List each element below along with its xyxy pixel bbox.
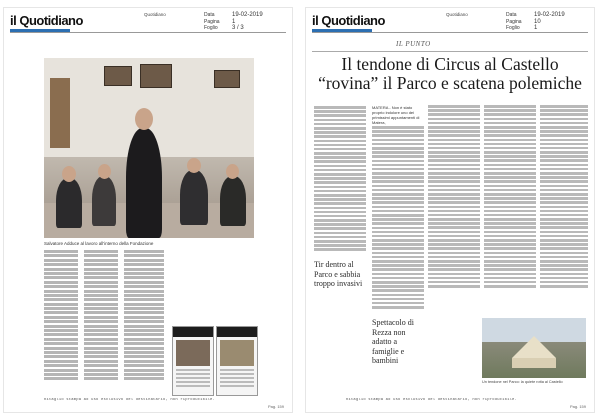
footer-note: Ritaglio stampa ad uso esclusivo del destinatario, non riproducibile. <box>44 398 216 402</box>
photo-caption: Salvatore Adduce al lavoro all'interno della Fondazione <box>44 241 154 246</box>
meta-sheet: Foglio 1 <box>506 25 538 31</box>
header-rule <box>312 32 588 33</box>
front-page-thumbnails <box>172 326 257 394</box>
photo-caption: Un tendone nel Parco: la quiete rotta al Castello <box>482 380 563 384</box>
page-number: Pag. 159 <box>267 404 284 409</box>
header-rule <box>10 32 286 33</box>
logo-text: il Quotidiano <box>312 13 385 28</box>
thumbnail-page <box>172 326 214 396</box>
thumbnail-page <box>216 326 258 396</box>
article-text-column-5 <box>540 105 588 313</box>
headline-line-1: Il tendone di Circus al Castello <box>341 54 559 74</box>
article-text-column-3 <box>124 250 164 390</box>
pull-quote-1: Tir dentro al Parco e sabbia troppo invasivi <box>314 260 363 288</box>
page-number: Pag. 159 <box>569 404 586 409</box>
article-text-column-2 <box>84 250 118 390</box>
article-headline <box>314 55 586 93</box>
page-meta <box>506 12 565 32</box>
article-text-column-1 <box>44 250 78 390</box>
newspaper-logo <box>10 13 83 32</box>
article-text-column-1 <box>314 106 366 256</box>
meta-page: Pagina 10 <box>506 18 541 25</box>
article-lead: MATERA - Non è stato proprio indolore uno dei primissimi appuntamenti di Matera, <box>372 105 420 125</box>
logo-text: il Quotidiano <box>10 13 83 28</box>
newspaper-page-left <box>4 8 292 412</box>
barcode-strip <box>588 342 592 372</box>
kicker-rule <box>312 51 588 52</box>
header-label: Quotidiano <box>446 12 468 17</box>
article-text-column-4 <box>484 105 536 313</box>
pull-quote-2: Spettacolo di Rezza non adatto a famiglie e bambini <box>372 318 414 365</box>
article-photo <box>44 58 254 238</box>
footer-note: Ritaglio stampa ad uso esclusivo del destinatario, non riproducibile. <box>346 398 518 402</box>
newspaper-logo <box>312 13 385 32</box>
section-kicker: IL PUNTO <box>396 40 431 48</box>
meta-sheet: Foglio 3 / 3 <box>204 25 244 31</box>
meta-page: Pagina 1 <box>204 18 236 25</box>
meta-date: Data 19-02-2019 <box>204 12 263 18</box>
article-text-column-2 <box>372 105 424 313</box>
newspaper-page-right <box>306 8 594 412</box>
meta-date: Data 19-02-2019 <box>506 12 565 18</box>
barcode-strip <box>286 342 290 372</box>
tent-photo <box>482 318 586 378</box>
headline-line-2: “rovina” il Parco e scatena polemiche <box>318 73 582 93</box>
page-meta <box>204 12 263 32</box>
article-text-column-3 <box>428 105 480 313</box>
header-label: Quotidiano <box>144 12 166 17</box>
